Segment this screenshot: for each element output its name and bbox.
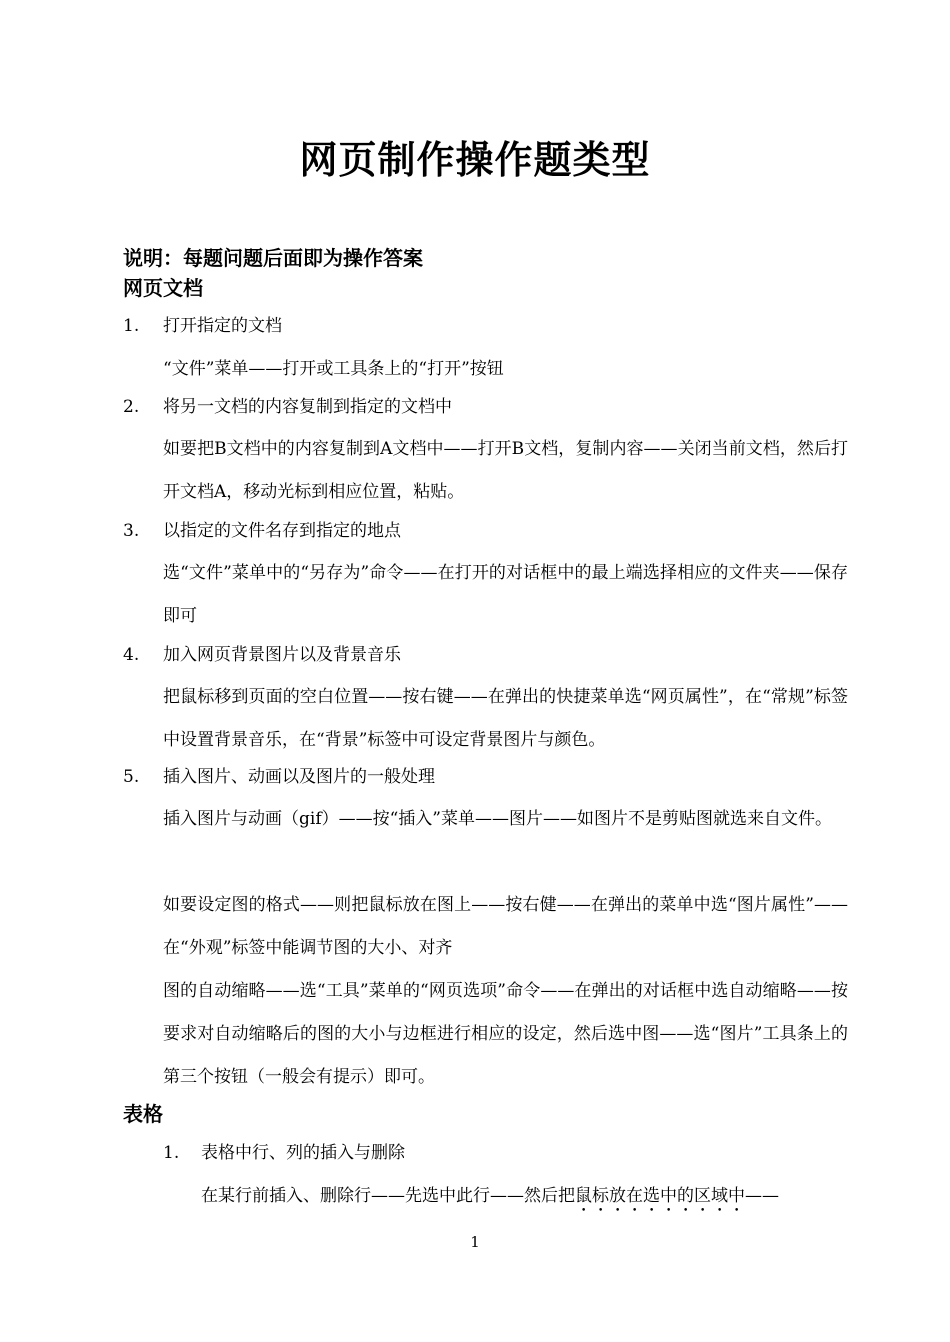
note-heading: 说明：每题问题后面即为操作答案 <box>123 246 423 270</box>
item-number: 3. <box>123 521 140 541</box>
item-body: “文件”菜单——打开或工具条上的“打开”按钮 <box>163 359 504 379</box>
item-number: 1. <box>123 316 140 336</box>
item-title: 表格中行、列的插入与删除 <box>201 1143 405 1163</box>
item-number: 2. <box>123 397 140 417</box>
item-body: 如要设定图的格式——则把鼠标放在图上——按右健——在弹出的菜单中选“图片属性”——在“外观”标签中能调节图的大小、对齐 <box>163 895 848 958</box>
item-title: 以指定的文件名存到指定的地点 <box>163 521 401 541</box>
item-title: 打开指定的文档 <box>163 316 282 336</box>
item-title: 将另一文档的内容复制到指定的文档中 <box>163 397 452 417</box>
item-number: 5. <box>123 767 140 787</box>
item-number: 4. <box>123 645 140 665</box>
item-title: 插入图片、动画以及图片的一般处理 <box>163 767 435 787</box>
item-body: 如要把B文档中的内容复制到A文档中——打开B文档，复制内容——关闭当前文档，然后打开文档A，移动光标到相应位置，粘贴。 <box>163 439 848 502</box>
item-body: 插入图片与动画（gif）——按“插入”菜单——图片——如图片不是剪贴图就选来自文件。 <box>163 809 832 829</box>
body-emphasis: 鼠标放在选中的区域中 <box>575 1186 745 1206</box>
section-heading-tables: 表格 <box>123 1102 163 1126</box>
item-body: 选“文件”菜单中的“另存为”命令——在打开的对话框中的最上端选择相应的文件夹——保存即可 <box>163 563 848 626</box>
page-title: 网页制作操作题类型 <box>299 138 651 182</box>
item-number: 1. <box>163 1143 180 1163</box>
page-number: 1 <box>470 1233 480 1251</box>
body-tail: —— <box>745 1186 779 1206</box>
section-heading-web-docs: 网页文档 <box>123 276 203 300</box>
body-plain: 在某行前插入、删除行——先选中此行——然后把 <box>201 1186 575 1206</box>
item-title: 加入网页背景图片以及背景音乐 <box>163 645 401 665</box>
item-body: 图的自动缩略——选“工具”菜单的“网页选项”命令——在弹出的对话框中选自动缩略——按要求对自动缩略后的图的大小与边框进行相应的设定，然后选中图——选“图片”工具条上的第三个按钮（一般会有提示）即可。 <box>163 981 848 1087</box>
item-body <box>201 1183 851 1216</box>
item-body: 把鼠标移到页面的空白位置——按右键——在弹出的快捷菜单选“网页属性”，在“常规”标签中设置背景音乐，在“背景”标签中可设定背景图片与颜色。 <box>163 687 848 750</box>
